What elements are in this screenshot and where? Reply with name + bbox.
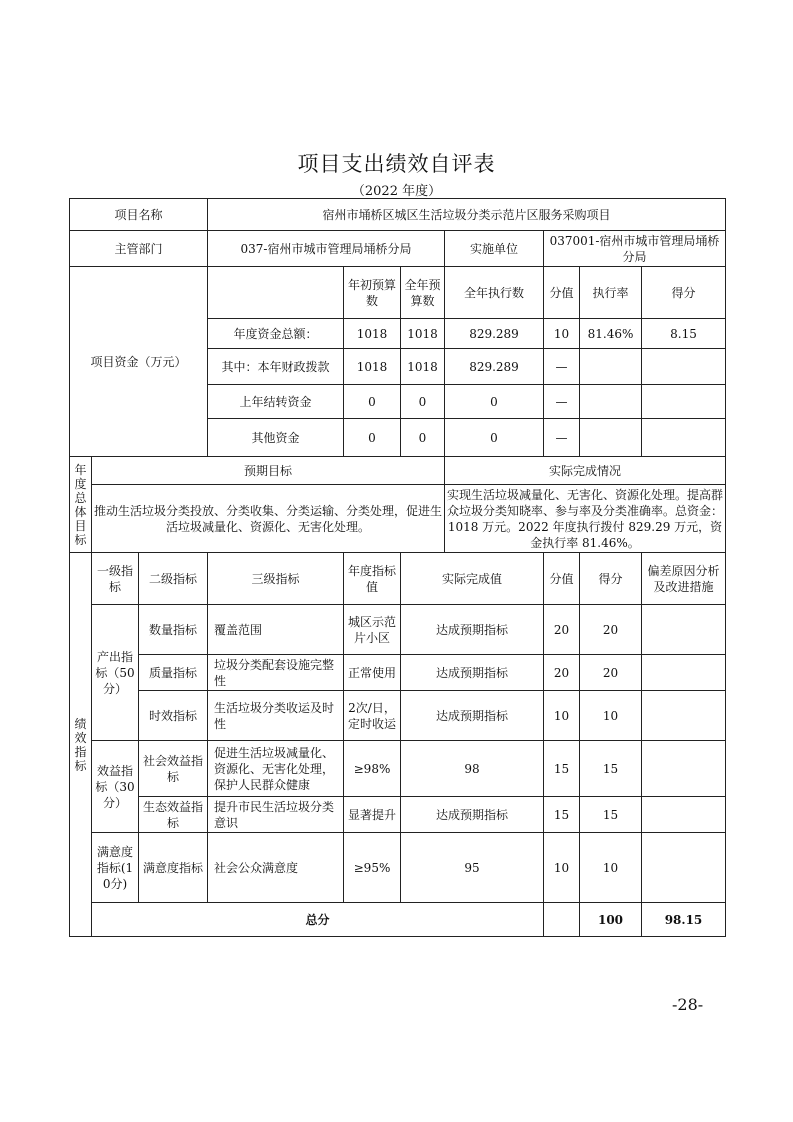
fund-executed: 829.289	[445, 349, 544, 385]
header-note: 偏差原因分析及改进措施	[642, 553, 726, 605]
score: 15	[580, 741, 642, 797]
fund-score	[642, 385, 726, 419]
level3: 覆盖范围	[208, 605, 344, 655]
level3: 提升市民生活垃圾分类意识	[208, 797, 344, 833]
actual: 95	[401, 833, 544, 903]
fund-initial: 0	[344, 419, 401, 457]
level1-output: 产出指标（50分）	[92, 605, 139, 741]
score: 10	[580, 833, 642, 903]
level2: 社会效益指标	[139, 741, 208, 797]
funds-header-executed: 全年执行数	[445, 267, 544, 319]
score: 20	[580, 605, 642, 655]
performance-table	[69, 198, 726, 937]
weight: 20	[544, 605, 580, 655]
goals-content-row	[70, 485, 726, 553]
actual: 达成预期指标	[401, 691, 544, 741]
fund-rate	[580, 349, 642, 385]
target: 2次/日，定时收运	[344, 691, 401, 741]
level2: 质量指标	[139, 655, 208, 691]
fund-score: 8.15	[642, 319, 726, 349]
level2: 满意度指标	[139, 833, 208, 903]
level3: 垃圾分类配套设施完整性	[208, 655, 344, 691]
fund-weight: —	[544, 349, 580, 385]
total-row	[70, 903, 726, 937]
level2: 数量指标	[139, 605, 208, 655]
target: ≥95%	[344, 833, 401, 903]
dept-value: 037-宿州市城市管理局埇桥分局	[208, 231, 445, 267]
fund-executed: 0	[445, 385, 544, 419]
fund-name: 其他资金	[208, 419, 344, 457]
report-year: （2022 年度）	[351, 184, 442, 199]
fund-initial: 1018	[344, 319, 401, 349]
total-score: 98.15	[642, 903, 726, 937]
fund-score	[642, 349, 726, 385]
fund-executed: 0	[445, 419, 544, 457]
weight: 10	[544, 833, 580, 903]
goals-actual-header: 实际完成情况	[445, 457, 726, 485]
actual: 98	[401, 741, 544, 797]
note	[642, 655, 726, 691]
project-name-value: 宿州市埇桥区城区生活垃圾分类示范片区服务采购项目	[208, 199, 726, 231]
dept-label: 主管部门	[70, 231, 208, 267]
note	[642, 691, 726, 741]
total-weight: 100	[580, 903, 642, 937]
fund-rate: 81.46%	[580, 319, 642, 349]
funds-label: 项目资金（万元）	[70, 267, 208, 457]
funds-header-initial: 年初预算数	[344, 267, 401, 319]
goals-label: 年度总体目标	[70, 457, 92, 553]
fund-annual: 0	[401, 419, 445, 457]
target: 显著提升	[344, 797, 401, 833]
fund-name: 上年结转资金	[208, 385, 344, 419]
goals-expected-header: 预期目标	[92, 457, 445, 485]
level1-benefit: 效益指标（30分）	[92, 741, 139, 833]
goals-actual: 实现生活垃圾减量化、无害化、资源化处理。提高群众垃圾分类知晓率、参与率及分类准确率。总资金：1018 万元。2022 年度执行拨付 829.29 万元，资金执行率 81.46%。	[445, 485, 726, 553]
header-level3: 三级指标	[208, 553, 344, 605]
fund-weight: 10	[544, 319, 580, 349]
fund-annual: 1018	[401, 349, 445, 385]
header-level2: 二级指标	[139, 553, 208, 605]
goals-header-row	[70, 457, 726, 485]
funds-header-score: 得分	[642, 267, 726, 319]
header-level1: 一级指标	[92, 553, 139, 605]
weight: 15	[544, 741, 580, 797]
target: 正常使用	[344, 655, 401, 691]
level2: 时效指标	[139, 691, 208, 741]
funds-blank-header	[208, 267, 344, 319]
table-row	[70, 691, 726, 741]
score: 20	[580, 655, 642, 691]
fund-initial: 1018	[344, 349, 401, 385]
total-label: 总分	[92, 903, 544, 937]
indicators-header-row	[70, 553, 726, 605]
table-row	[70, 655, 726, 691]
project-name-label: 项目名称	[70, 199, 208, 231]
target: 城区示范片小区	[344, 605, 401, 655]
level3: 社会公众满意度	[208, 833, 344, 903]
level3: 促进生活垃圾减量化、资源化、无害化处理，保护人民群众健康	[208, 741, 344, 797]
fund-weight: —	[544, 385, 580, 419]
note	[642, 797, 726, 833]
fund-weight: —	[544, 419, 580, 457]
level2: 生态效益指标	[139, 797, 208, 833]
weight: 15	[544, 797, 580, 833]
fund-executed: 829.289	[445, 319, 544, 349]
score: 10	[580, 691, 642, 741]
fund-initial: 0	[344, 385, 401, 419]
department-row	[70, 231, 726, 267]
header-target: 年度指标值	[344, 553, 401, 605]
fund-name: 其中：本年财政拨款	[208, 349, 344, 385]
project-name-row	[70, 199, 726, 231]
fund-rate	[580, 419, 642, 457]
weight: 20	[544, 655, 580, 691]
table-row	[70, 605, 726, 655]
page-number: -28-	[672, 995, 704, 1014]
fund-annual: 1018	[401, 319, 445, 349]
actual: 达成预期指标	[401, 605, 544, 655]
weight: 10	[544, 691, 580, 741]
funds-header-rate: 执行率	[580, 267, 642, 319]
header-weight: 分值	[544, 553, 580, 605]
unit-value: 037001-宿州市城市管理局埇桥分局	[544, 231, 726, 267]
table-row	[70, 741, 726, 797]
fund-annual: 0	[401, 385, 445, 419]
header-actual: 实际完成值	[401, 553, 544, 605]
funds-header-weight: 分值	[544, 267, 580, 319]
page-title: 项目支出绩效自评表	[297, 152, 496, 176]
goals-expected: 推动生活垃圾分类投放、分类收集、分类运输、分类处理，促进生活垃圾减量化、资源化、无害化处理。	[92, 485, 445, 553]
level1-satisfaction: 满意度指标(10分)	[92, 833, 139, 903]
note	[642, 605, 726, 655]
level3: 生活垃圾分类收运及时性	[208, 691, 344, 741]
header-score: 得分	[580, 553, 642, 605]
funds-header-row	[70, 267, 726, 319]
indicators-label: 绩效指标	[70, 553, 92, 937]
note	[642, 833, 726, 903]
fund-name: 年度资金总额：	[208, 319, 344, 349]
note	[642, 741, 726, 797]
target: ≥98%	[344, 741, 401, 797]
actual: 达成预期指标	[401, 655, 544, 691]
table-row	[70, 833, 726, 903]
score: 15	[580, 797, 642, 833]
table-row	[70, 797, 726, 833]
fund-rate	[580, 385, 642, 419]
fund-score	[642, 419, 726, 457]
funds-header-annual: 全年预算数	[401, 267, 445, 319]
actual: 达成预期指标	[401, 797, 544, 833]
total-blank	[544, 903, 580, 937]
unit-label: 实施单位	[445, 231, 544, 267]
